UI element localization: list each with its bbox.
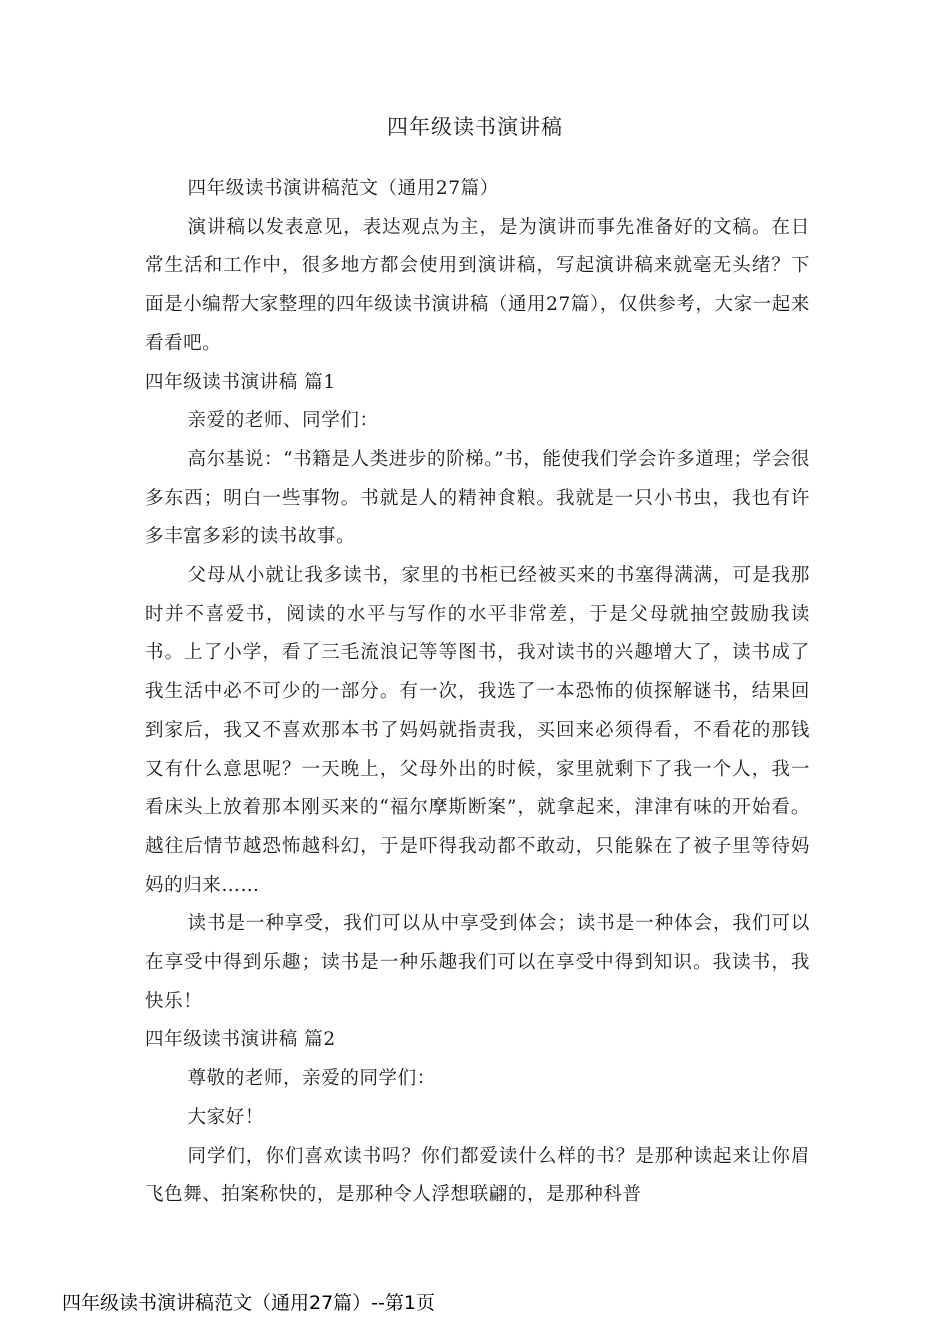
section-heading-2: 四年级读书演讲稿 篇2 bbox=[145, 1029, 336, 1051]
document-title: 四年级读书演讲稿 bbox=[387, 115, 563, 139]
body-paragraph: 高尔基说：“书籍是人类进步的阶梯。”书，能使我们学会许多道理；学会很多东西；明白一些事物。书就是人的精神食粮。我就是一只小书虫，我也有许多丰富多彩的读书故事。 bbox=[145, 448, 810, 548]
body-paragraph: 同学们，你们喜欢读书吗？你们都爱读什么样的书？是那种读起来让你眉飞色舞、拍案称快的，是那种令人浮想联翩的，是那种科普 bbox=[145, 1145, 810, 1206]
greeting-paragraph-2: 尊敬的老师，亲爱的同学们： bbox=[187, 1068, 436, 1090]
document-body bbox=[145, 170, 810, 1215]
page-footer: 四年级读书演讲稿范文（通用27篇）--第1页 bbox=[62, 1292, 435, 1314]
body-paragraph: 父母从小就让我多读书，家里的书柜已经被买来的书塞得满满，可是我那时并不喜爱书，阅读的水平与写作的水平非常差，于是父母就抽空鼓励我读书。上了小学，看了三毛流浪记等等图书，我对读书的兴趣增大了，读书成了我生活中必不可少的一部分。有一次，我选了一本恐怖的侦探解谜书，结果回到家后，我又不喜欢那本书了妈妈就指责我，买回来必须得看，不看花的那钱又有什么意思呢？一天晚上，父母外出的时候，家里就剩下了我一个人，我一看床头上放着那本刚买来的“福尔摩斯断案”，就拿起来，津津有味的开始看。越往后情节越恐怖越科幻，于是吓得我动都不敢动，只能躲在了被子里等待妈妈的归来…… bbox=[145, 565, 810, 896]
greeting-paragraph-1: 亲爱的老师、同学们： bbox=[187, 410, 379, 432]
intro-paragraph: 演讲稿以发表意见，表达观点为主，是为演讲而事先准备好的文稿。在日常生活和工作中，很多地方都会使用到演讲稿，写起演讲稿来就毫无头绪？下面是小编帮大家整理的四年级读书演讲稿（通用27篇），仅供参考，大家一起来看看吧。 bbox=[145, 216, 810, 354]
section-heading-1: 四年级读书演讲稿 篇1 bbox=[145, 371, 336, 393]
subtitle-paragraph: 四年级读书演讲稿范文（通用27篇） bbox=[187, 178, 499, 199]
greeting-paragraph-3: 大家好！ bbox=[187, 1106, 264, 1128]
body-paragraph: 读书是一种享受，我们可以从中享受到体会；读书是一种体会，我们可以在享受中得到乐趣；读书是一种乐趣我们可以在享受中得到知识。我读书，我快乐！ bbox=[145, 913, 810, 1012]
